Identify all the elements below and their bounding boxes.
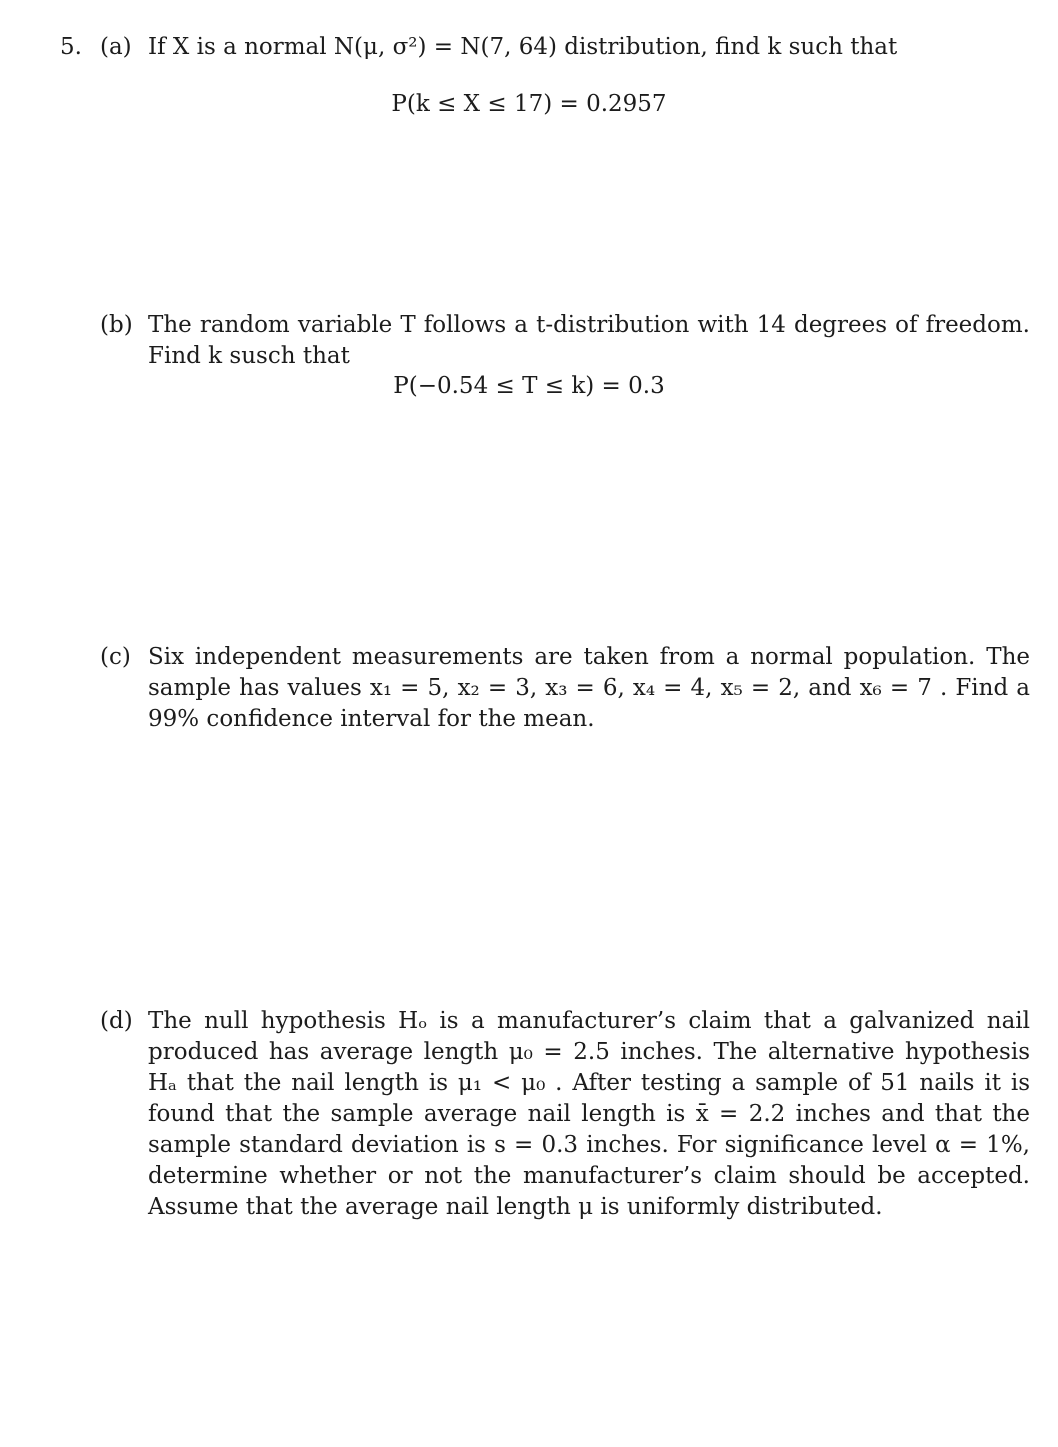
part-c-label: (c)	[100, 644, 131, 670]
part-a-text: If X is a normal N(μ, σ²) = N(7, 64) distribution, find k such that	[148, 34, 898, 60]
part-c	[100, 642, 1030, 735]
part-d-label: (d)	[100, 1008, 133, 1034]
part-b-label: (b)	[100, 312, 133, 338]
part-d	[100, 1006, 1030, 1223]
part-b	[100, 310, 1030, 372]
part-a	[100, 32, 1030, 63]
part-c-text: Six independent measurements are taken from a normal population. The sample has values x₁ = 5, x₂ = 3, x₃ = 6, x₄ = 4, x₅ = 2, and x₆ = 7 . Find a 99% confidence interval for the mean.	[148, 644, 1030, 732]
part-a-label: (a)	[100, 34, 132, 60]
part-b-text: The random variable T follows a t-distribution with 14 degrees of freedom. Find k susch that	[148, 312, 1030, 369]
part-b-equation: P(−0.54 ≤ T ≤ k) = 0.3	[393, 373, 665, 399]
part-a-equation: P(k ≤ X ≤ 17) = 0.2957	[391, 91, 667, 117]
part-d-text: The null hypothesis Hₒ is a manufacturer’s claim that a galvanized nail produced has average length μ₀ = 2.5 inches. The alternative hypothesis Hₐ that the nail length is μ₁ < μ₀ . After testing a sample of 51 nails it is found that the sample average nail length is x̄ = 2.2 inches and that the sample standard deviation is s = 0.3 inches. For significance level α = 1%, determine whether or not the manufacturer’s claim should be accepted. Assume that the average nail length μ is uniformly distributed.	[148, 1008, 1030, 1220]
question-number: 5.	[60, 34, 82, 60]
